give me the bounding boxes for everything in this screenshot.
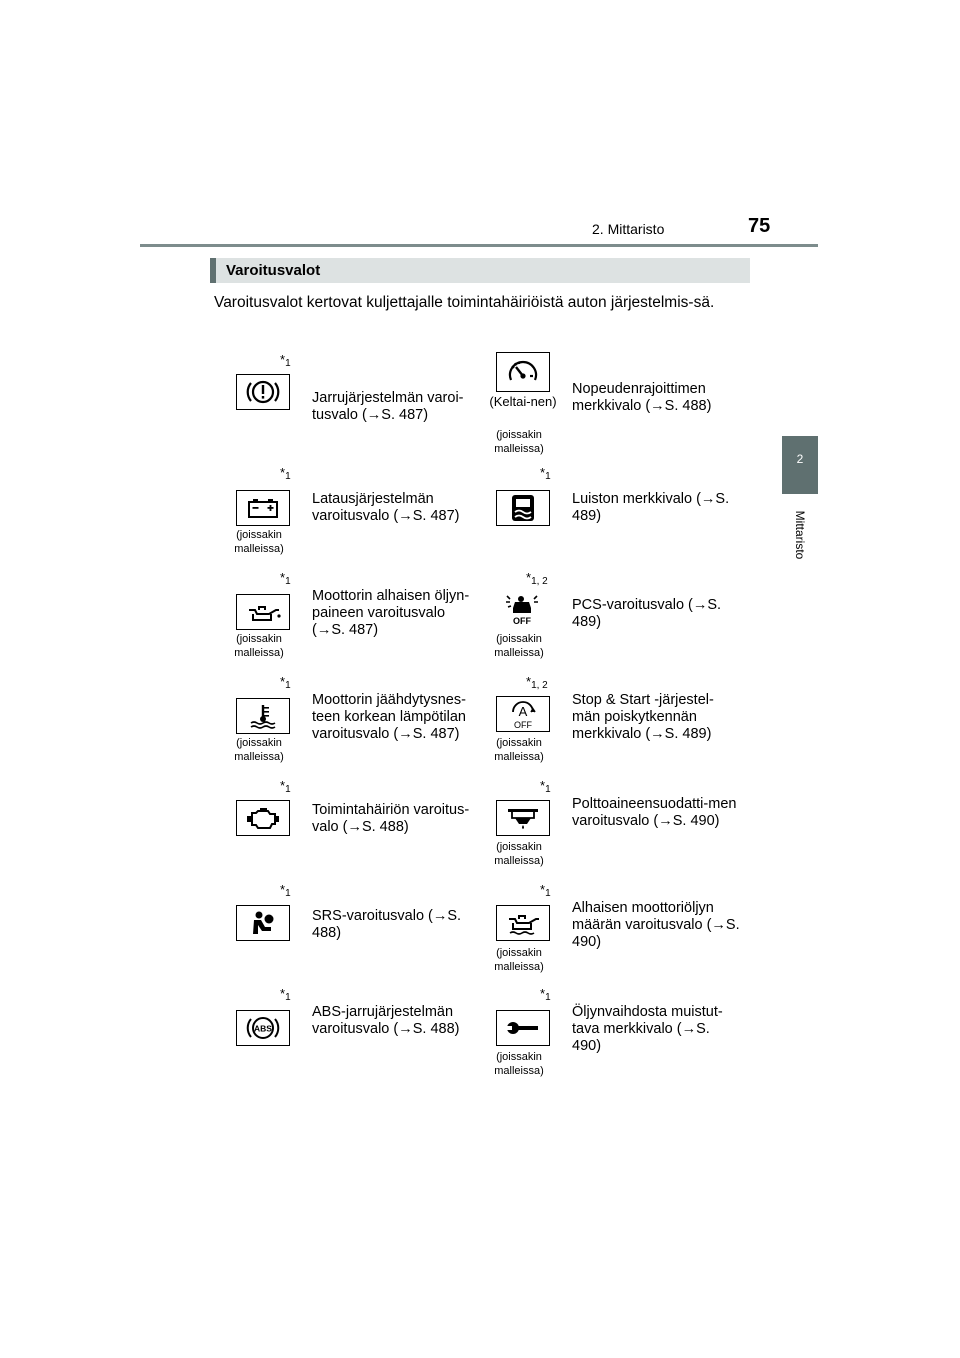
warning-description: ABS-jarrujärjestelmän varoitusvalo (→S. 488) [312, 1004, 460, 1037]
warning-description: Luiston merkkivalo (→S. 489) [572, 491, 730, 524]
warning-description: PCS-varoitusvalo (→S. 489) [572, 597, 722, 630]
footnote-marker: $*_1$ [540, 465, 551, 482]
footnote-marker: $*_{1, 2}$ [526, 674, 548, 691]
speed-limiter-icon [496, 352, 550, 392]
footnote-marker: $*_{1, 2}$ [526, 570, 548, 587]
airbag-icon [236, 905, 290, 941]
warning-description: Toimintahäiriön varoitus-valo (→S. 488) [312, 802, 470, 835]
svg-text:A: A [518, 704, 528, 719]
oil-change-wrench-icon [496, 1010, 550, 1046]
footnote-marker: $*_1$ [280, 986, 291, 1003]
slip-indicator-icon [496, 490, 550, 526]
abs-icon [236, 1010, 290, 1046]
warning-description: SRS-varoitusvalo (→S. 488) [312, 908, 462, 941]
availability-note: (joissakin malleissa) [494, 1051, 544, 1077]
fuel-filter-icon [496, 800, 550, 836]
svg-text:ABS: ABS [254, 1023, 272, 1034]
oil-pressure-icon [236, 594, 290, 630]
warning-description: Alhaisen moottoriöljyn määrän varoitusvalo (→S. 490) [572, 900, 740, 950]
brake-warning-icon [236, 374, 290, 410]
check-engine-icon [236, 800, 290, 836]
coolant-temperature-icon [236, 698, 290, 734]
low-oil-level-icon [496, 905, 550, 941]
color-note: (Keltai-nen) [489, 394, 557, 409]
footnote-marker: $*_1$ [540, 882, 551, 899]
battery-icon [236, 490, 290, 526]
warning-description: Latausjärjestelmän varoitusvalo (→S. 487) [312, 491, 460, 524]
warning-description: Stop & Start -järjestel-män poiskytkennän merkkivalo (→S. 489) [572, 692, 714, 742]
availability-note: (joissakin malleissa) [494, 429, 544, 455]
pcs-off-icon [496, 590, 550, 626]
section-title: Varoitusvalot [226, 262, 321, 279]
footnote-marker: $*_1$ [280, 352, 291, 369]
warning-description: Moottorin alhaisen öljyn-paineen varoitusvalo (→S. 487) [312, 588, 470, 638]
availability-note: (joissakin malleissa) [494, 737, 544, 763]
footnote-marker: $*_1$ [280, 570, 291, 587]
availability-note: (joissakin malleissa) [494, 633, 544, 659]
availability-note: (joissakin malleissa) [494, 947, 544, 973]
footnote-marker: $*_1$ [280, 465, 291, 482]
warning-description: Polttoaineensuodatti-men varoitusvalo (→S. 490) [572, 796, 737, 829]
warning-description: Öljynvaihdosta muistut-tava merkkivalo (→S. 490) [572, 1004, 723, 1054]
footnote-marker: $*_1$ [540, 986, 551, 1003]
header-rule [140, 244, 818, 247]
intro-text: Varoitusvalot kertovat kuljettajalle toimintahäiriöistä auton järjestelmis-sä. [214, 294, 715, 311]
footnote-marker: $*_1$ [280, 778, 291, 795]
availability-note: (joissakin malleissa) [234, 633, 284, 659]
footnote-marker: $*_1$ [540, 778, 551, 795]
section-accent [210, 258, 216, 283]
page-number: 75 [748, 215, 771, 237]
section-heading [210, 258, 750, 283]
warning-description: Jarrujärjestelmän varoi-tusvalo (→S. 487) [312, 390, 464, 423]
chapter-tab-label: Mittaristo [793, 510, 807, 560]
availability-note: (joissakin malleissa) [234, 529, 284, 555]
chapter-tab: 2 [782, 436, 818, 494]
footnote-marker: $*_1$ [280, 674, 291, 691]
warning-description: Moottorin jäähdytysnes-teen korkean lämpötilan varoitusvalo (→S. 487) [312, 692, 466, 742]
chapter-header: 2. Mittaristo [592, 221, 665, 237]
warning-description: Nopeudenrajoittimen merkkivalo (→S. 488) [572, 381, 712, 414]
svg-text:OFF: OFF [514, 720, 532, 730]
footnote-marker: $*_1$ [280, 882, 291, 899]
stop-start-off-icon [496, 696, 550, 732]
availability-note: (joissakin malleissa) [494, 841, 544, 867]
availability-note: (joissakin malleissa) [234, 737, 284, 763]
svg-text:OFF: OFF [513, 616, 531, 626]
